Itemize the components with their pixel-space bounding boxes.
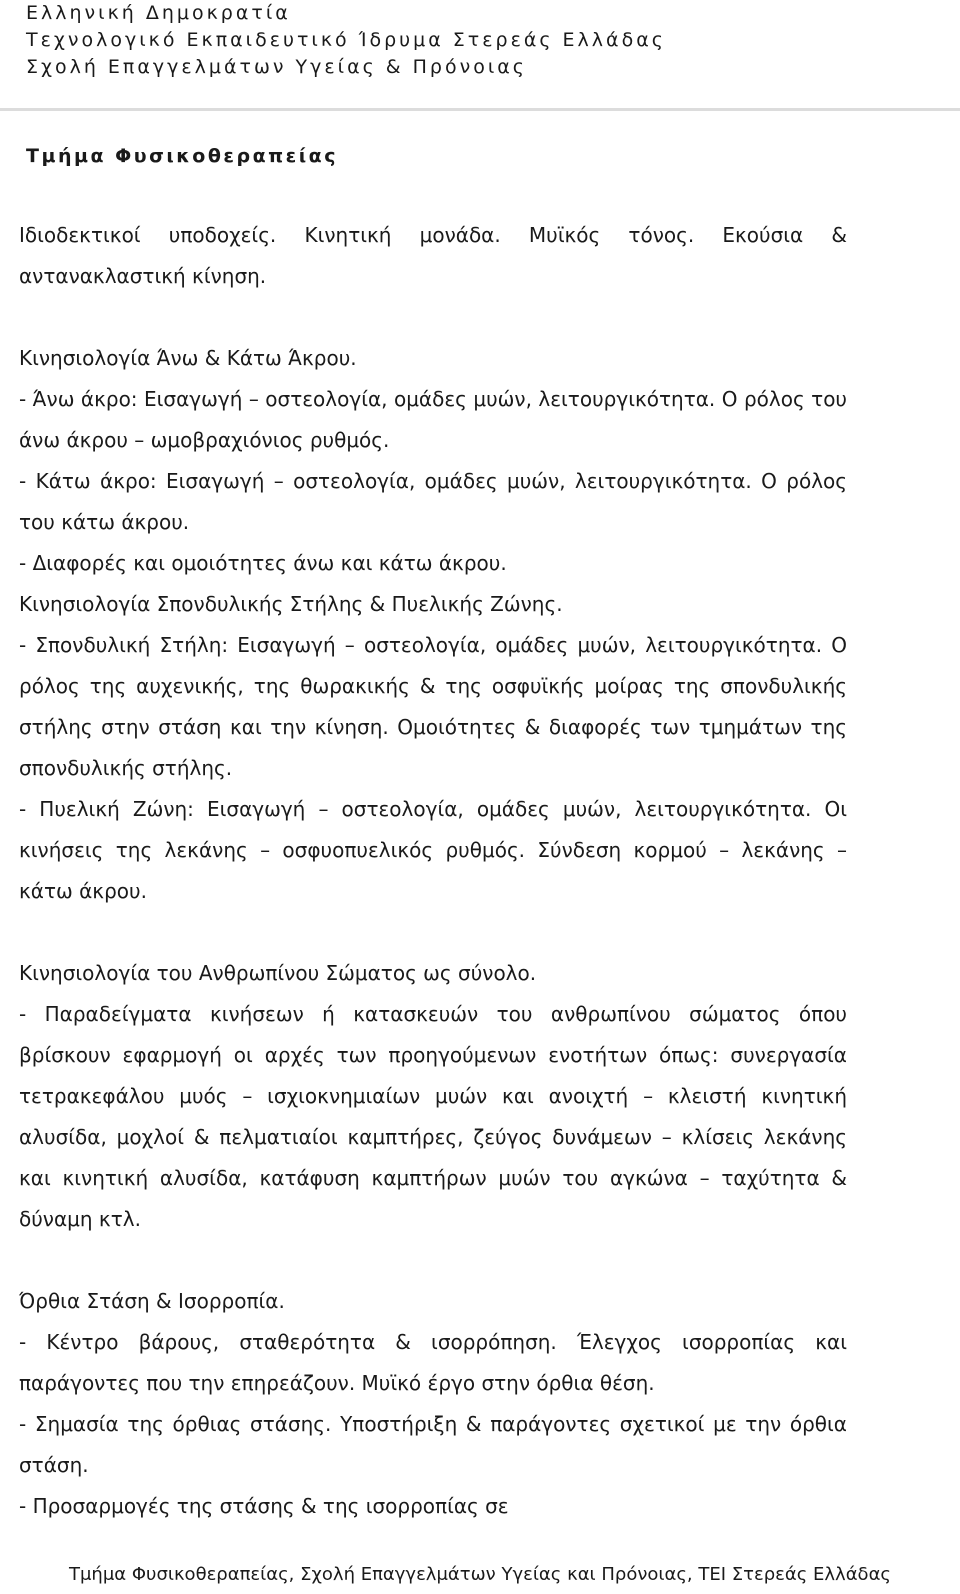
paragraph-spacer (19, 297, 847, 338)
section-heading: Κινησιολογία Άνω & Κάτω Άκρου. (19, 346, 357, 370)
paragraph: - Κέντρο βάρους, σταθερότητα & ισορρόπηση. Έλεγχος ισορροπίας και παράγοντες που την επηρεάζουν. Μυϊκό έργο στην όρθια θέση. (19, 1330, 847, 1395)
section-heading: Κινησιολογία Σπονδυλικής Στήλης & Πυελικής Ζώνης. (19, 592, 563, 616)
paragraph: - Άνω άκρο: Εισαγωγή – οστεολογία, ομάδες μυών, λειτουργικότητα. Ο ρόλος του άνω άκρου – ωμοβραχιόνιος ρυθμός. (19, 387, 847, 452)
paragraph: - Προσαρμογές της στάσης & της ισορροπίας σε (19, 1494, 509, 1518)
school-name: Σχολή Επαγγελμάτων Υγείας & Πρόνοιας (26, 56, 527, 78)
paragraph: - Σπονδυλική Στήλη: Εισαγωγή – οστεολογία, ομάδες μυών, λειτουργικότητα. Ο ρόλος της αυχενικής, της θωρακικής & της οσφυϊκής μοίρας της σπονδυλικής στήλης στην στάση και την κίνηση. Ομοιότητες & διαφορές των τμημάτων της σπονδυλικής στήλης. (19, 633, 847, 780)
paragraph: - Πυελική Ζώνη: Εισαγωγή – οστεολογία, ομάδες μυών, λειτουργικότητα. Οι κινήσεις της λεκάνης – οσφυοπυελικός ρυθμός. Σύνδεση κορμού – λεκάνης – κάτω άκρου. (19, 797, 847, 903)
header-divider (0, 108, 960, 111)
country-name: Ελληνική Δημοκρατία (26, 2, 291, 24)
paragraph-spacer (19, 912, 847, 953)
page-footer: Τμήμα Φυσικοθεραπείας, Σχολή Επαγγελμάτων Υγείας και Πρόνοιας, ΤΕΙ Στερεάς Ελλάδας (68, 1564, 892, 1585)
paragraph-spacer (19, 1240, 847, 1281)
paragraph: - Κάτω άκρο: Εισαγωγή – οστεολογία, ομάδες μυών, λειτουργικότητα. Ο ρόλος του κάτω άκρου. (19, 469, 847, 534)
institution-name: Τεχνολογικό Εκπαιδευτικό Ίδρυμα Στερεάς Ελλάδας (26, 29, 666, 51)
section-heading: Κινησιολογία του Ανθρωπίνου Σώματος ως σύνολο. (19, 961, 537, 985)
section-heading: Όρθια Στάση & Ισορροπία. (19, 1289, 285, 1313)
paragraph: Ιδιοδεκτικοί υποδοχείς. Κινητική μονάδα. Μυϊκός τόνος. Εκούσια & αντανακλαστική κίνηση. (19, 223, 847, 288)
department-title: Τμήμα Φυσικοθεραπείας (26, 145, 338, 167)
letterhead (26, 0, 946, 81)
paragraph: - Παραδείγματα κινήσεων ή κατασκευών του ανθρωπίνου σώματος όπου βρίσκουν εφαρμογή οι αρχές των προηγούμενων ενοτήτων όπως: συνεργασία τετρακεφάλου μυός – ισχιοκνημιαίων μυών και ανοιχτή – κλειστή κινητική αλυσίδα, μοχλοί & πελματιαίοι καμπτήρες, ζεύγος δυνάμεων – κλίσεις λεκάνης και κινητική αλυσίδα, κατάφυση καμπτήρων μυών του αγκώνα – ταχύτητα & δύναμη κτλ. (19, 1002, 847, 1231)
paragraph: - Διαφορές και ομοιότητες άνω και κάτω άκρου. (19, 551, 507, 575)
document-body (19, 215, 847, 1527)
paragraph: - Σημασία της όρθιας στάσης. Υποστήριξη & παράγοντες σχετικοί με την όρθια στάση. (19, 1412, 847, 1477)
